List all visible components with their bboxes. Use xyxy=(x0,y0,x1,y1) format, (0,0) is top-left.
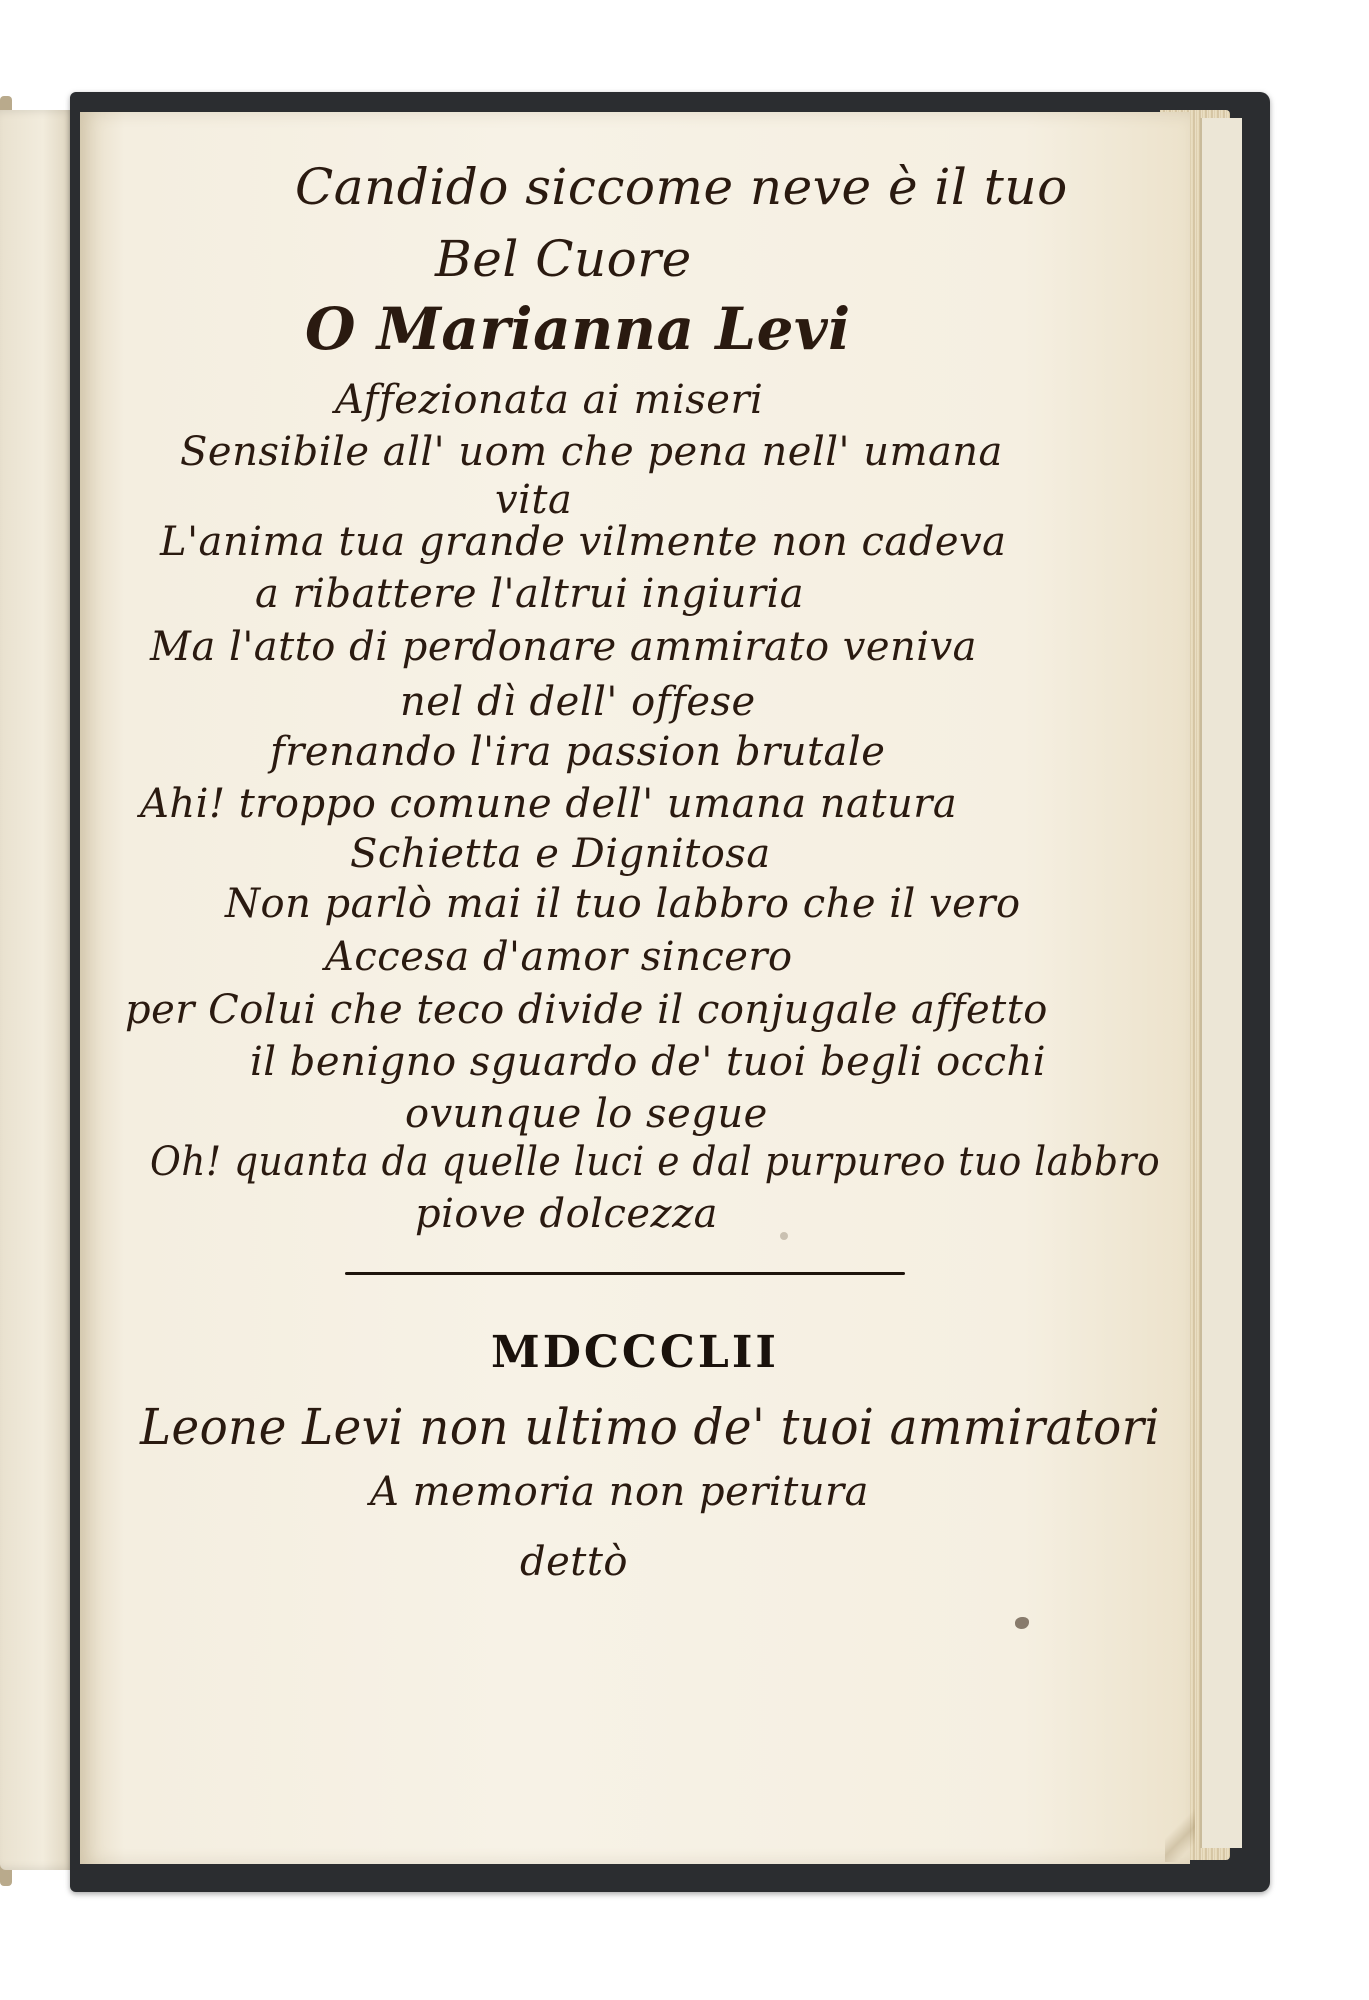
facing-page xyxy=(0,110,78,1870)
dedication-line-2: Bel Cuore xyxy=(435,230,692,288)
dedication-line-3: O Marianna Levi xyxy=(305,295,851,363)
dedication-line-18: ovunque lo segue xyxy=(405,1091,768,1137)
dedication-line-13: Schietta e Dignitosa xyxy=(350,831,771,877)
signature-text xyxy=(80,112,1190,1864)
dedication-line-20: piove dolcezza xyxy=(415,1191,719,1237)
year-numeral: MDCCCLII xyxy=(490,1327,780,1378)
dedication-line-1: Candido siccome neve è il tuo xyxy=(295,158,1068,216)
signature-line-1: Leone Levi non ultimo de' tuoi ammiratori xyxy=(140,1398,1160,1456)
ink-speck xyxy=(780,1232,788,1240)
dedication-line-9: Ma l'atto di perdonare ammirato veniva xyxy=(150,624,978,670)
dedication-line-5: Sensibile all' uom che pena nell' umana xyxy=(180,429,1003,475)
manuscript-page xyxy=(80,112,1190,1864)
dedication-line-4: Affezionata ai miseri xyxy=(335,377,764,423)
dedication-line-15: Accesa d'amor sincero xyxy=(325,934,793,980)
dedication-line-10: nel dì dell' offese xyxy=(400,679,756,725)
dedication-line-11: frenando l'ira passion brutale xyxy=(270,729,886,775)
signature-line-2: A memoria non peritura xyxy=(370,1469,870,1515)
dedication-line-7: L'anima tua grande vilmente non cadeva xyxy=(160,519,1007,565)
dedication-line-12: Ahi! troppo comune dell' umana natura xyxy=(140,781,958,827)
endpaper xyxy=(1200,118,1242,1848)
dedication-line-8: a ribattere l'altrui ingiuria xyxy=(255,571,805,617)
dedication-line-17: il benigno sguardo de' tuoi begli occhi xyxy=(250,1039,1047,1085)
dedication-line-14: Non parlò mai il tuo labbro che il vero xyxy=(225,881,1021,927)
signature-line-3: dettò xyxy=(520,1539,629,1585)
dedication-line-19: Oh! quanta da quelle luci e dal purpureo tuo labbro xyxy=(150,1139,1161,1185)
page-corner-crease xyxy=(1165,1802,1195,1862)
dedication-line-6: vita xyxy=(495,477,573,523)
dedication-line-16: per Colui che teco divide il conjugale affetto xyxy=(125,987,1048,1033)
